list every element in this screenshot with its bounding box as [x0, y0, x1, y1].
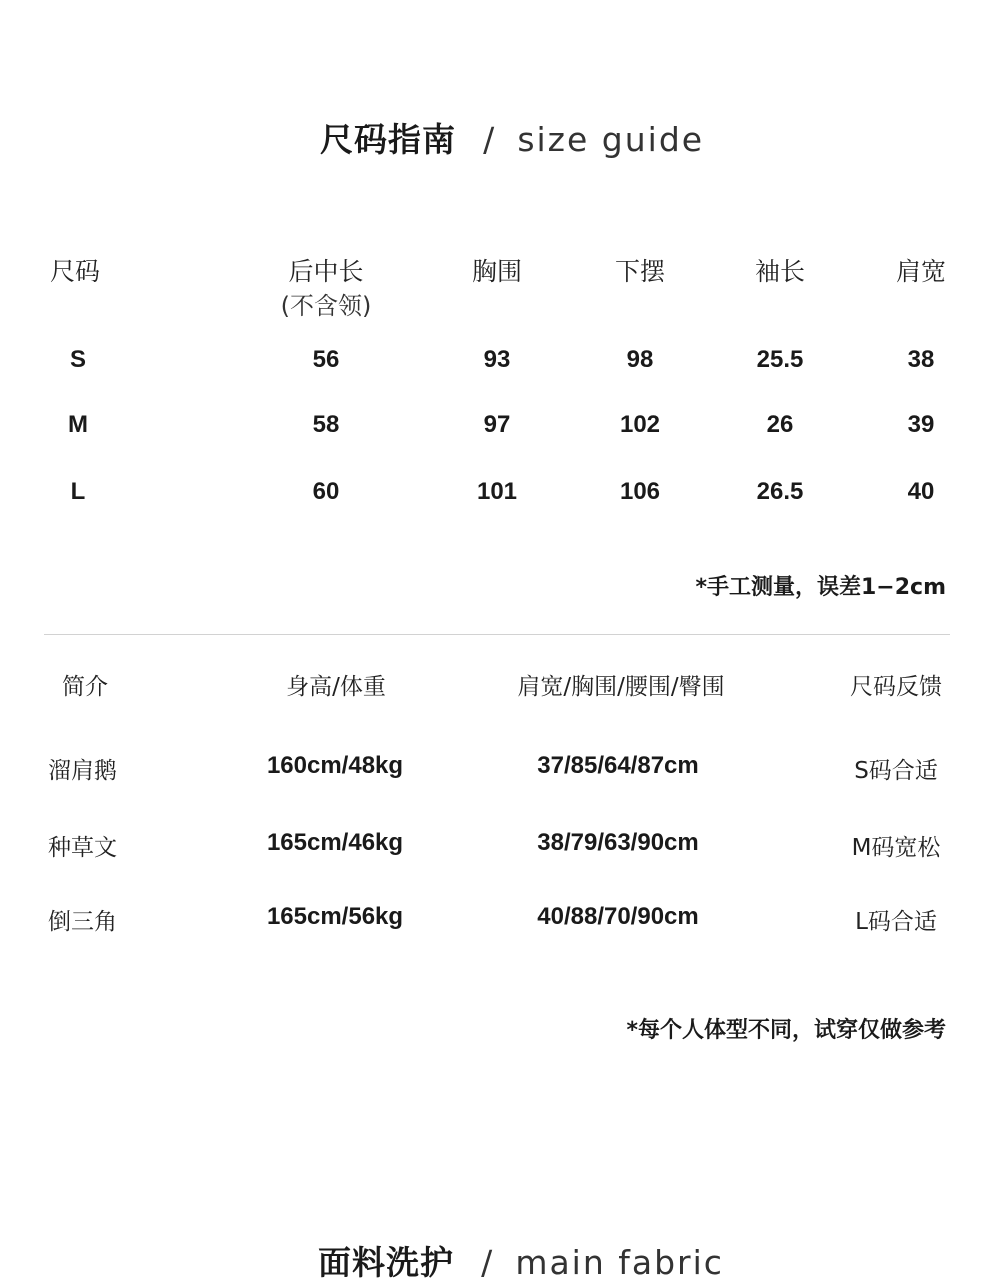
title-slash: /	[481, 1243, 493, 1282]
fabric-title-en: main fabric	[515, 1243, 724, 1282]
hem-cell: 106	[619, 478, 661, 505]
col-header-size: 尺码	[50, 257, 101, 286]
length-cell: 60	[312, 478, 340, 505]
feedback-cell: L码合适	[855, 909, 937, 935]
hem-cell: 102	[619, 411, 661, 438]
size-guide-heading	[320, 114, 704, 161]
sleeve-cell: 26	[766, 411, 794, 438]
measurements-cell: 40/88/70/90cm	[537, 903, 699, 930]
fit-note: *每个人体型不同，试穿仅做参考	[626, 1018, 946, 1043]
shoulder-cell: 40	[907, 478, 935, 505]
col-header-chest: 胸围	[471, 257, 523, 286]
hem-cell: 98	[626, 346, 654, 373]
length-cell: 58	[312, 411, 340, 438]
size-cell: L	[70, 478, 86, 505]
chest-cell: 101	[476, 478, 518, 505]
feedback-cell: M码宽松	[851, 835, 941, 861]
feedback-cell: S码合适	[854, 758, 938, 784]
col-header-hem: 下摆	[614, 257, 666, 286]
shoulder-cell: 39	[907, 411, 935, 438]
col-header-length-sub: (不含领)	[280, 292, 372, 320]
model-name: 种草文	[48, 835, 117, 861]
col-header-length: 后中长	[288, 257, 364, 286]
size-cell: S	[69, 346, 87, 373]
shoulder-cell: 38	[907, 346, 935, 373]
measurements-cell: 38/79/63/90cm	[537, 829, 699, 856]
fb-header-intro: 简介	[62, 674, 108, 700]
col-header-shoulder: 肩宽	[895, 257, 947, 286]
length-cell: 56	[312, 346, 340, 373]
size-cell: M	[68, 411, 88, 438]
sleeve-cell: 25.5	[756, 346, 804, 373]
height-weight-cell: 165cm/46kg	[266, 829, 404, 856]
title-slash: /	[483, 120, 495, 159]
section-divider	[44, 634, 950, 635]
chest-cell: 93	[483, 346, 511, 373]
height-weight-cell: 165cm/56kg	[266, 903, 404, 930]
fb-header-feedback: 尺码反馈	[850, 674, 942, 700]
fabric-title-cn: 面料洗护	[318, 1243, 454, 1282]
size-guide-title-en: size guide	[517, 120, 705, 159]
measurements-cell: 37/85/64/87cm	[537, 752, 699, 779]
measurement-note: *手工测量，误差1−2cm	[695, 575, 946, 600]
height-weight-cell: 160cm/48kg	[266, 752, 404, 779]
col-header-sleeve: 袖长	[754, 257, 806, 286]
fb-header-measurements: 肩宽/胸围/腰围/臀围	[517, 674, 725, 700]
chest-cell: 97	[483, 411, 511, 438]
fabric-heading	[318, 1237, 724, 1284]
size-guide-title-cn: 尺码指南	[320, 120, 456, 159]
fb-header-height-weight: 身高/体重	[286, 674, 386, 700]
sleeve-cell: 26.5	[756, 478, 804, 505]
model-name: 溜肩鹅	[48, 758, 117, 784]
model-name: 倒三角	[48, 909, 117, 935]
